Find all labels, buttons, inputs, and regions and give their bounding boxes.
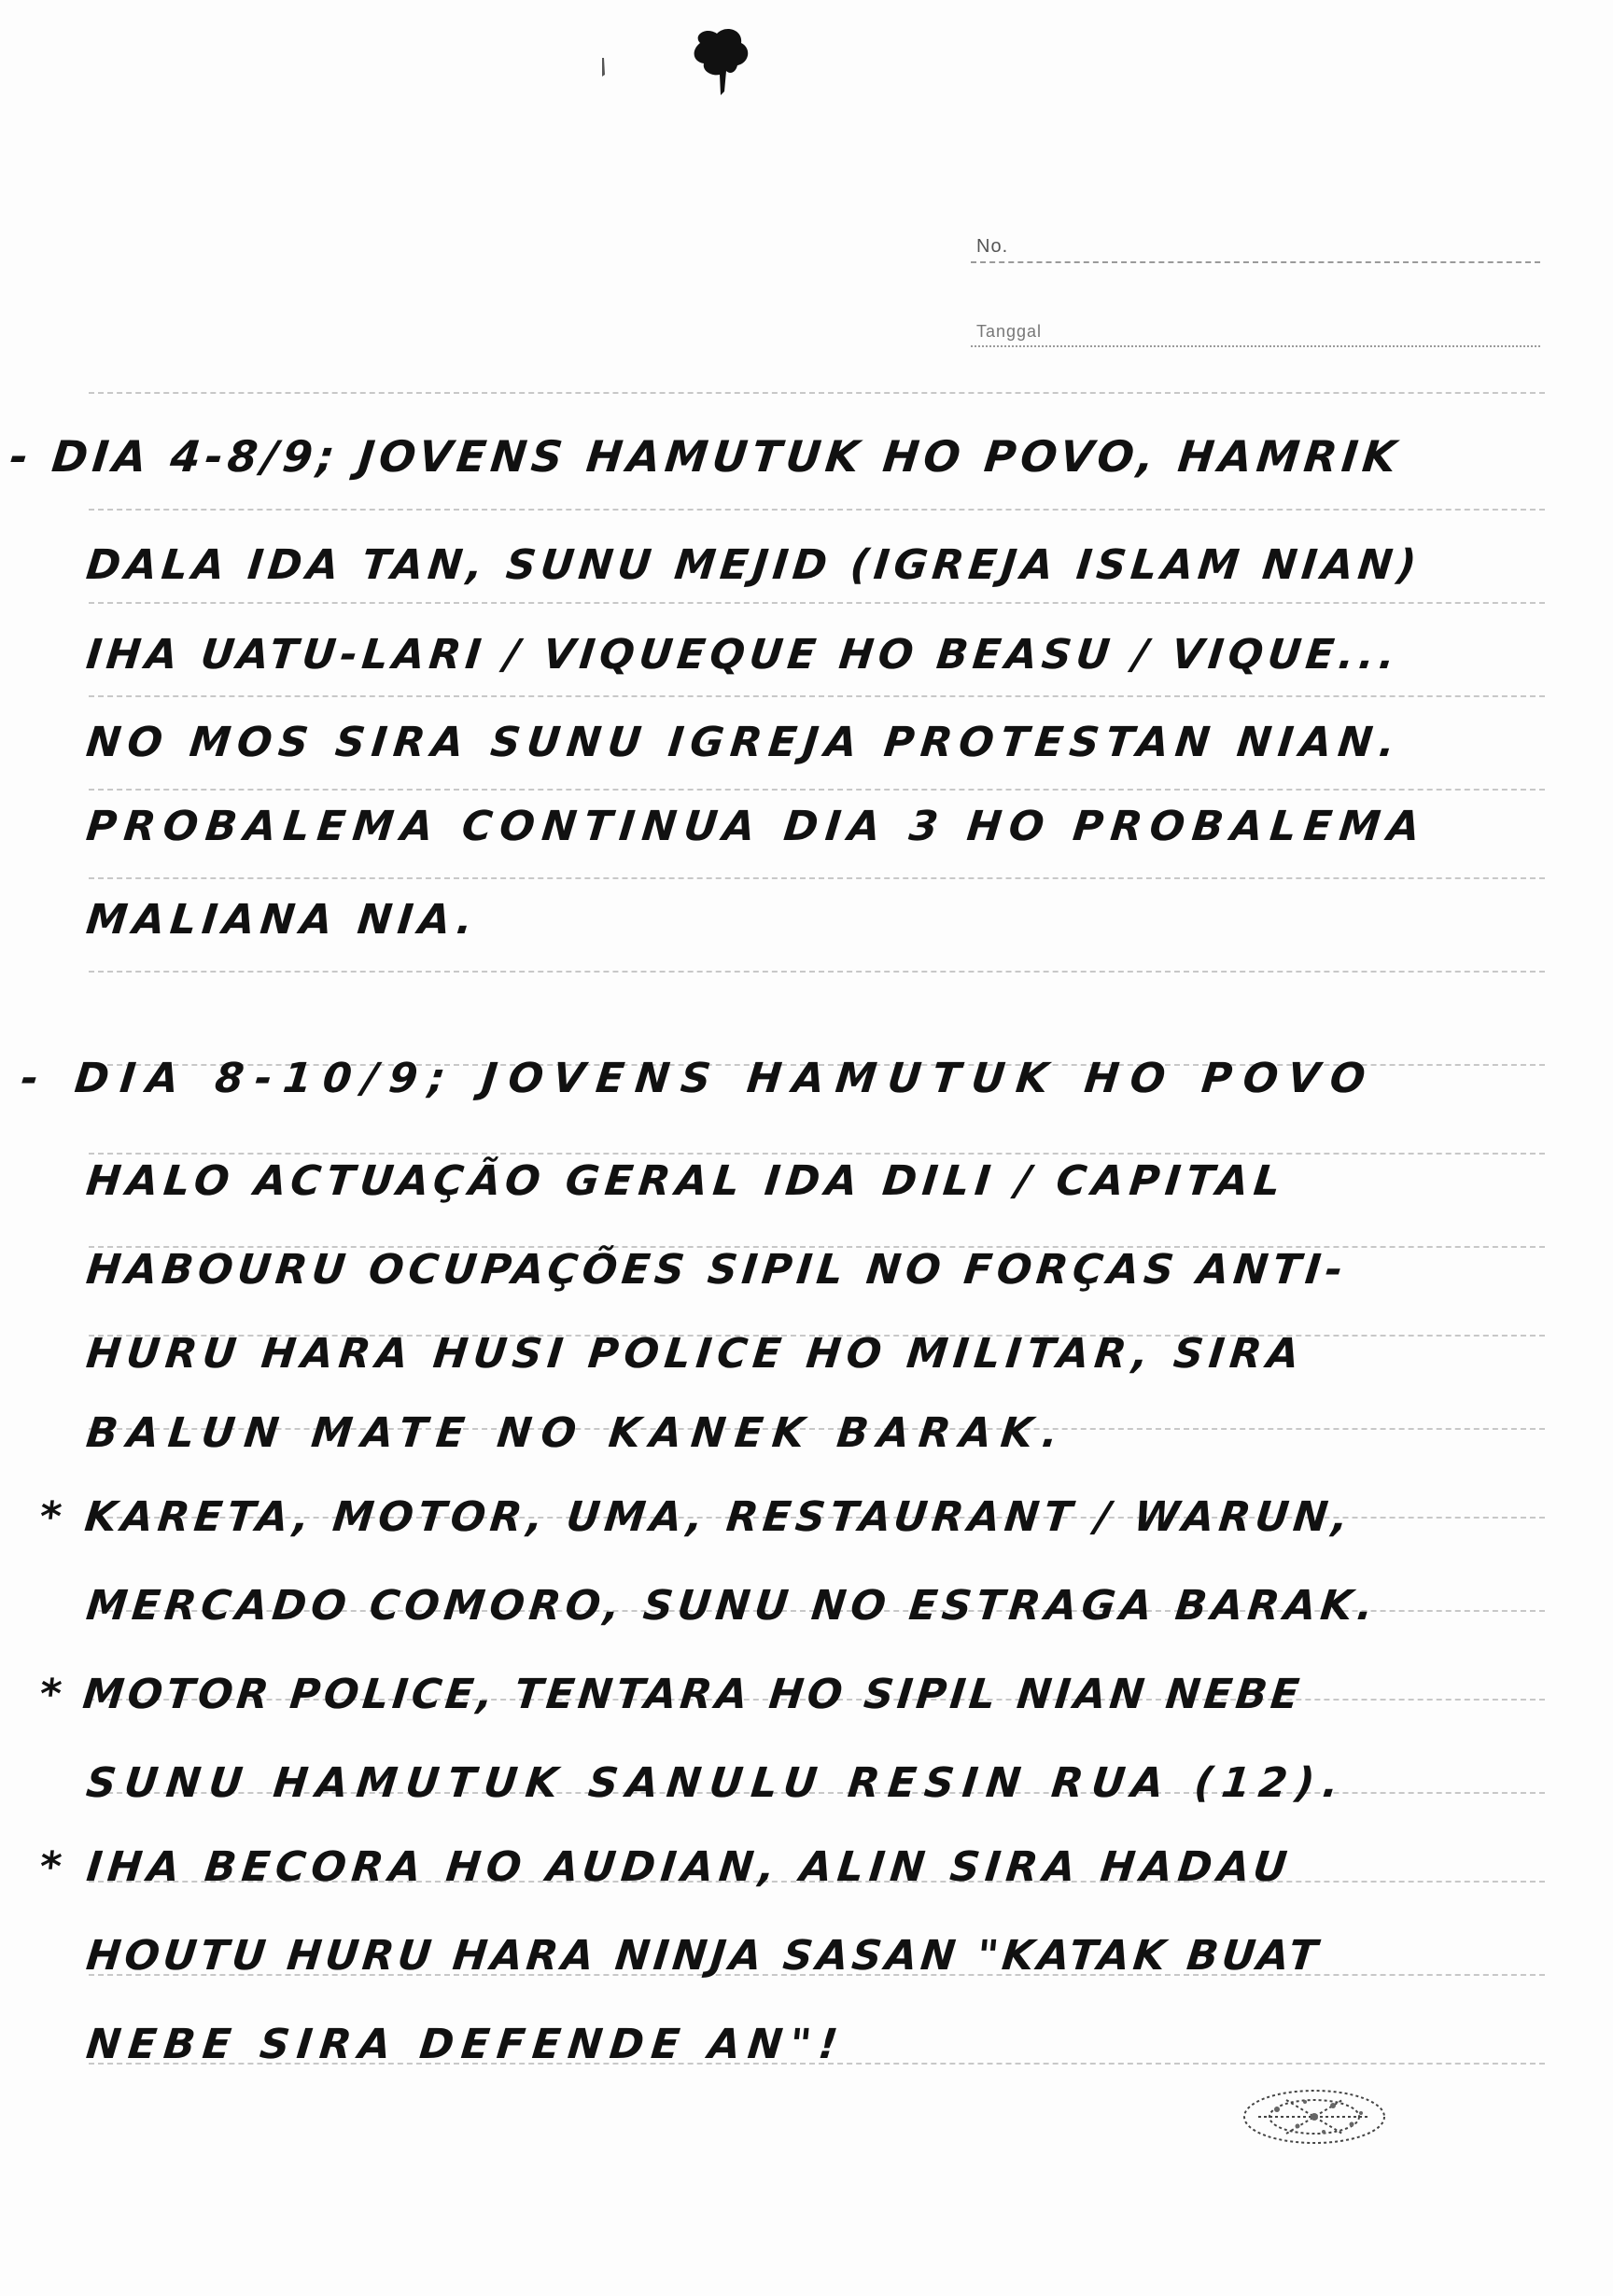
handwritten-line: HABOURU OCUPAÇÕES SIPIL NO FORÇAS ANTI- <box>84 1246 1350 1294</box>
handwritten-line: * MOTOR POLICE, TENTARA HO SIPIL NIAN NEBE <box>37 1671 1306 1718</box>
handwritten-line: - DIA 8-10/9; JOVENS HAMUTUK HO POVO <box>19 1055 1379 1102</box>
handwritten-line: MALIANA NIA. <box>84 896 481 944</box>
handwritten-line: PROBALEMA CONTINUA DIA 3 HO PROBALEMA <box>84 803 1430 850</box>
handwritten-line: HALO ACTUAÇÃO GERAL IDA DILI / CAPITAL <box>84 1157 1288 1205</box>
handwritten-line: SUNU HAMUTUK SANULU RESIN RUA (12). <box>84 1759 1350 1807</box>
handwritten-line: NO MOS SIRA SUNU IGREJA PROTESTAN NIAN. <box>84 719 1404 766</box>
handwritten-line: - DIA 4-8/9; JOVENS HAMUTUK HO POVO, HAMRIK <box>7 431 1404 482</box>
handwritten-line: MERCADO COMORO, SUNU NO ESTRAGA BARAK. <box>84 1582 1381 1630</box>
handwritten-line: HOUTU HURU HARA NINJA SASAN "KATAK BUAT <box>84 1932 1324 1980</box>
stamp-smudge <box>1230 2079 1398 2154</box>
handwritten-line: HURU HARA HUSI POLICE HO MILITAR, SIRA <box>84 1330 1308 1378</box>
handwritten-line: * KARETA, MOTOR, UMA, RESTAURANT / WARUN, <box>37 1493 1355 1541</box>
handwritten-line: IHA UATU-LARI / VIQUEQUE HO BEASU / VIQUE... <box>84 631 1402 679</box>
handwritten-line: BALUN MATE NO KANEK BARAK. <box>84 1409 1070 1457</box>
handwritten-line: * IHA BECORA HO AUDIAN, ALIN SIRA HADAU <box>37 1843 1296 1891</box>
header-date-label: Tanggal <box>976 322 1043 341</box>
handwritten-line: DALA IDA TAN, SUNU MEJID (IGREJA ISLAM NIAN) <box>84 541 1424 589</box>
handwritten-line: NEBE SIRA DEFENDE AN"! <box>84 2021 848 2068</box>
header-number-label: No. <box>976 236 1009 257</box>
